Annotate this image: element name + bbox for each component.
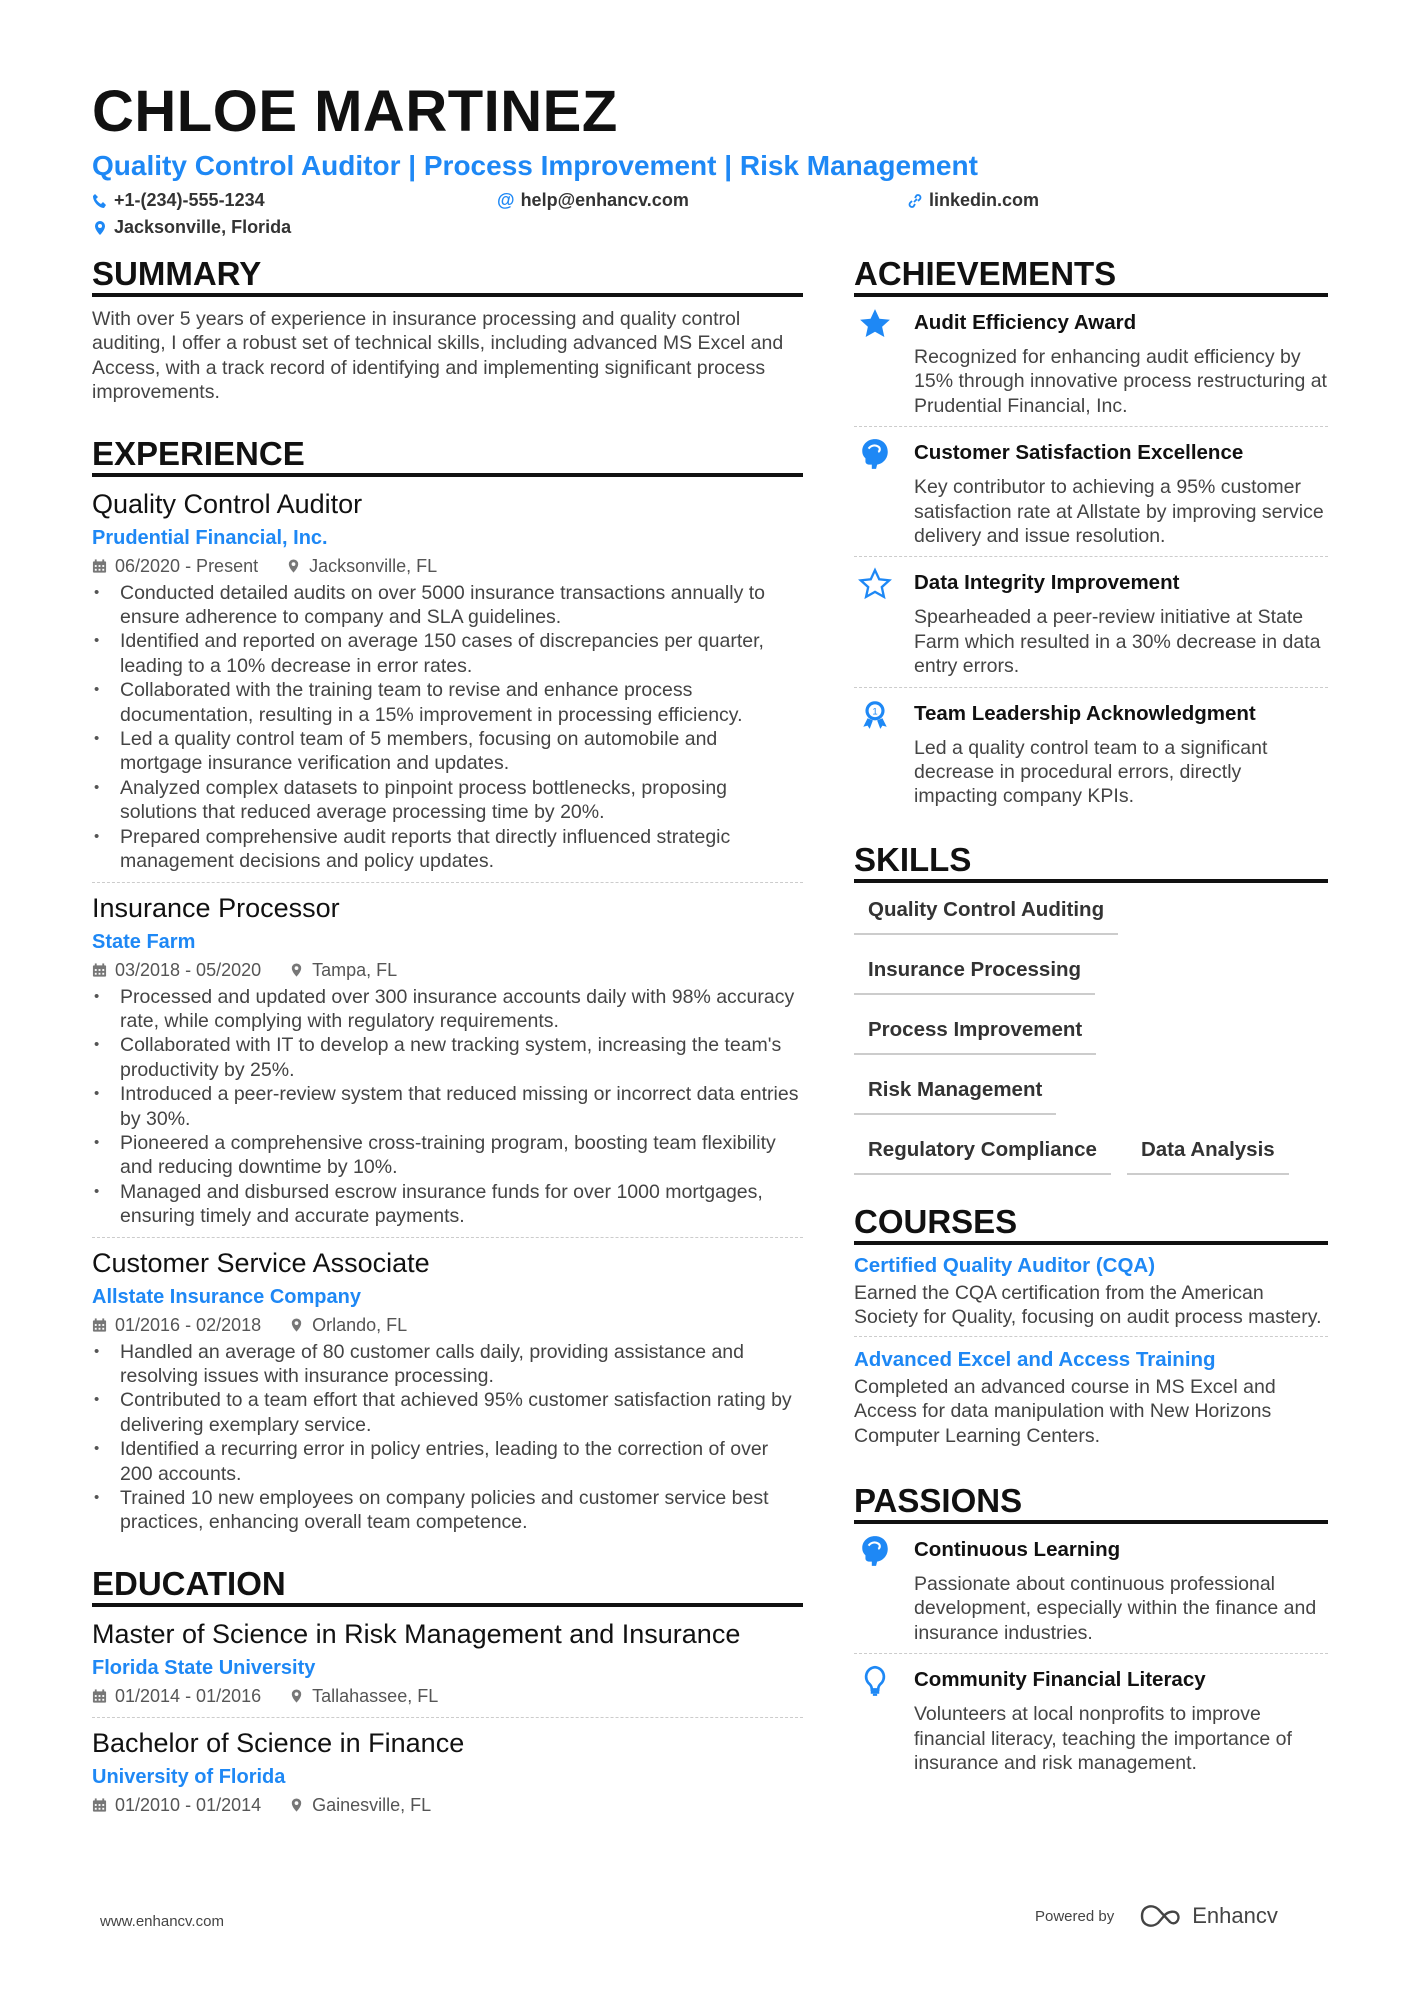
- left-column: [92, 255, 803, 1856]
- section-heading-summary: SUMMARY: [92, 255, 803, 297]
- bullet-item: • Contributed to a team effort that achieved 95% customer satisfaction rating by delivering exemplary service.: [92, 1388, 803, 1437]
- achievement-item: [854, 427, 1328, 557]
- job-title: Quality Control Auditor: [92, 488, 363, 519]
- job-dates: 01/2016 - 02/2018: [115, 1314, 262, 1335]
- school-name: Florida State University: [92, 1656, 316, 1679]
- education-section: [92, 1565, 803, 1826]
- website-link[interactable]: linkedin.com: [929, 190, 1040, 210]
- location-pin-icon: [289, 1688, 304, 1704]
- phone-contact: [92, 190, 265, 211]
- education-dates: 01/2014 - 01/2016: [115, 1685, 262, 1706]
- passion-text: Volunteers at local nonprofits to improve financial literacy, teaching the importance of insurance and risk management.: [914, 1703, 1292, 1774]
- achievement-text: Spearheaded a peer-review initiative at State Farm which resulted in a 30% decrease in data entry errors.: [914, 606, 1321, 678]
- location: Jacksonville, Florida: [114, 217, 292, 237]
- skill-tag: Regulatory Compliance: [854, 1125, 1111, 1175]
- job-meta: [92, 957, 803, 983]
- education-entry: [92, 1617, 803, 1718]
- summary-section: [92, 255, 803, 405]
- company-name: Prudential Financial, Inc.: [92, 526, 328, 549]
- bullet-item: • Managed and disbursed escrow insurance funds for over 1000 mortgages, ensuring timely and accurate payments.: [92, 1180, 803, 1229]
- svg-text:1: 1: [872, 706, 878, 718]
- bullet-item: • Pioneered a comprehensive cross-training program, boosting team flexibility and reducing downtime by 10%.: [92, 1131, 803, 1180]
- job-location: Jacksonville, FL: [309, 555, 438, 576]
- calendar-icon: [92, 962, 107, 978]
- passion-text: Passionate about continuous professional development, especially within the finance and insurance industries.: [914, 1572, 1317, 1644]
- skill-tag: Quality Control Auditing: [854, 885, 1118, 935]
- award-ribbon-icon: [858, 698, 892, 732]
- passion-title: Community Financial Literacy: [914, 1668, 1206, 1692]
- education-meta: [92, 1792, 803, 1818]
- experience-section: [92, 435, 803, 1543]
- achievement-item: [854, 557, 1328, 687]
- brand-name: Enhancv: [1192, 1903, 1278, 1928]
- courses-section: [854, 1203, 1328, 1454]
- company-name: Allstate Insurance Company: [92, 1285, 361, 1308]
- resume-header: [92, 78, 1332, 242]
- school-name: University of Florida: [92, 1765, 286, 1788]
- lightbulb-icon: [858, 1664, 892, 1698]
- achievements-section: [854, 255, 1328, 817]
- achievement-text: Key contributor to achieving a 95% customer satisfaction rate at Allstate by improving service delivery and issue resolution.: [914, 476, 1324, 548]
- achievement-item: [854, 297, 1328, 427]
- email-contact: [497, 190, 689, 211]
- star-outline-icon: [858, 567, 892, 601]
- head-icon: [858, 1534, 892, 1568]
- bullet-item: • Led a quality control team of 5 members, focusing on automobile and mortgage insurance verification and updates.: [92, 727, 803, 776]
- achievement-title: Data Integrity Improvement: [914, 571, 1180, 595]
- bullet-item: • Identified a recurring error in policy entries, leading to the correction of over 200 accounts.: [92, 1437, 803, 1486]
- achievement-item: [854, 688, 1328, 817]
- course-text: Earned the CQA certification from the American Society for Quality, focusing on audit process mastery.: [854, 1281, 1322, 1329]
- achievement-text: Recognized for enhancing audit efficiency by 15% through innovative process restructuring at Prudential Financial, Inc.: [914, 346, 1327, 417]
- bullet-item: • Collaborated with IT to develop a new tracking system, increasing the team's productivity by 25%.: [92, 1033, 803, 1082]
- achievement-title: Audit Efficiency Award: [914, 311, 1137, 334]
- skill-tag: Data Analysis: [1127, 1125, 1289, 1175]
- job-title: Customer Service Associate: [92, 1247, 430, 1278]
- job-bullets: [92, 1340, 803, 1535]
- right-column: [854, 255, 1328, 1813]
- footer-website[interactable]: www.enhancv.com: [100, 1913, 224, 1930]
- education-location: Gainesville, FL: [312, 1794, 432, 1815]
- bullet-item: • Prepared comprehensive audit reports that directly influenced strategic management decisions and policy updates.: [92, 825, 803, 874]
- location-contact: [92, 217, 291, 238]
- location-pin-icon: [289, 1317, 304, 1333]
- course-item: [854, 1249, 1328, 1337]
- passion-title: Continuous Learning: [914, 1537, 1121, 1561]
- bullet-item: • Trained 10 new employees on company policies and customer service best practices, enhancing overall team competence.: [92, 1486, 803, 1535]
- experience-entry: [92, 1246, 803, 1543]
- contact-info: [92, 186, 1332, 242]
- job-bullets: [92, 581, 803, 874]
- location-pin-icon: [289, 962, 304, 978]
- skill-tag: Risk Management: [854, 1065, 1056, 1115]
- education-location: Tallahassee, FL: [312, 1685, 439, 1706]
- calendar-icon: [92, 1317, 107, 1333]
- location-pin-icon: [286, 558, 301, 574]
- at-icon: @: [497, 190, 515, 210]
- degree: Master of Science in Risk Management and Insurance: [92, 1618, 741, 1649]
- phone-icon: [92, 193, 108, 209]
- passion-item: [854, 1654, 1328, 1783]
- bullet-item: • Conducted detailed audits on over 5000 insurance transactions annually to ensure adherence to company and SLA guidelines.: [92, 581, 803, 630]
- head-icon: [858, 437, 892, 471]
- course-title: Certified Quality Auditor (CQA): [854, 1253, 1156, 1277]
- bullet-item: • Collaborated with the training team to revise and enhance process documentation, resulting in a 15% improvement in processing efficiency.: [92, 678, 803, 727]
- enhancv-logo[interactable]: [1138, 1903, 1278, 1929]
- bullet-item: • Processed and updated over 300 insurance accounts daily with 98% accuracy rate, while complying with regulatory requirements.: [92, 985, 803, 1034]
- education-entry: [92, 1726, 803, 1826]
- enhancv-logo-icon: [1138, 1903, 1184, 1929]
- achievement-title: Team Leadership Acknowledgment: [914, 701, 1256, 725]
- star-filled-icon: [858, 307, 892, 341]
- calendar-icon: [92, 1797, 107, 1813]
- education-dates: 01/2010 - 01/2014: [115, 1794, 262, 1815]
- link-icon: [907, 193, 923, 209]
- degree: Bachelor of Science in Finance: [92, 1727, 465, 1758]
- summary-text: With over 5 years of experience in insurance processing and quality control auditing, I offer a robust set of technical skills, including advanced MS Excel and Access, with a track record of identifying and implementing significant process improvements.: [92, 308, 784, 404]
- job-meta: [92, 553, 803, 579]
- bullet-item: • Handled an average of 80 customer calls daily, providing assistance and resolving issues with insurance processing.: [92, 1340, 803, 1389]
- experience-entry: [92, 487, 803, 883]
- calendar-icon: [92, 1688, 107, 1704]
- location-pin-icon: [289, 1797, 304, 1813]
- skill-tag: Insurance Processing: [854, 945, 1095, 995]
- achievement-title: Customer Satisfaction Excellence: [914, 441, 1244, 465]
- company-name: State Farm: [92, 930, 196, 953]
- job-dates: 03/2018 - 05/2020: [115, 959, 262, 980]
- skill-tag: Process Improvement: [854, 1005, 1096, 1055]
- website-contact: [907, 190, 1039, 211]
- candidate-name: CHLOE MARTINEZ: [92, 79, 618, 144]
- bullet-item: • Identified and reported on average 150 cases of discrepancies per quarter, leading to a 10% decrease in error rates.: [92, 629, 803, 678]
- passion-item: [854, 1524, 1328, 1654]
- section-heading-skills: SKILLS: [854, 841, 1328, 883]
- location-pin-icon: [92, 220, 108, 236]
- skills-section: [854, 841, 1328, 1185]
- calendar-icon: [92, 558, 107, 574]
- job-bullets: [92, 985, 803, 1229]
- job-location: Orlando, FL: [312, 1314, 408, 1335]
- job-location: Tampa, FL: [312, 959, 398, 980]
- education-meta: [92, 1683, 803, 1709]
- course-title: Advanced Excel and Access Training: [854, 1347, 1216, 1371]
- section-heading-achievements: ACHIEVEMENTS: [854, 255, 1328, 297]
- section-heading-passions: PASSIONS: [854, 1482, 1328, 1524]
- section-heading-experience: EXPERIENCE: [92, 435, 803, 477]
- bullet-item: • Analyzed complex datasets to pinpoint process bottlenecks, proposing solutions that reduced average processing time by 20%.: [92, 776, 803, 825]
- bullet-item: • Introduced a peer-review system that reduced missing or incorrect data entries by 30%.: [92, 1082, 803, 1131]
- footer-branding: [1035, 1903, 1278, 1929]
- job-title: Insurance Processor: [92, 892, 340, 923]
- course-text: Completed an advanced course in MS Excel and Access for data manipulation with New Horizons Computer Learning Centers.: [854, 1375, 1276, 1447]
- achievement-text: Led a quality control team to a significant decrease in procedural errors, directly impacting company KPIs.: [914, 736, 1268, 808]
- course-item: [854, 1343, 1328, 1454]
- email-link[interactable]: help@enhancv.com: [520, 190, 689, 210]
- powered-by-label: Powered by: [1035, 1907, 1115, 1925]
- phone-number[interactable]: +1-(234)-555-1234: [114, 190, 265, 210]
- headline: Quality Control Auditor | Process Improvement | Risk Management: [92, 150, 978, 181]
- experience-entry: [92, 891, 803, 1238]
- job-dates: 06/2020 - Present: [115, 555, 259, 576]
- passions-section: [854, 1482, 1328, 1783]
- job-meta: [92, 1312, 803, 1338]
- section-heading-courses: COURSES: [854, 1203, 1328, 1245]
- skills-list: [854, 885, 1328, 1185]
- section-heading-education: EDUCATION: [92, 1565, 803, 1607]
